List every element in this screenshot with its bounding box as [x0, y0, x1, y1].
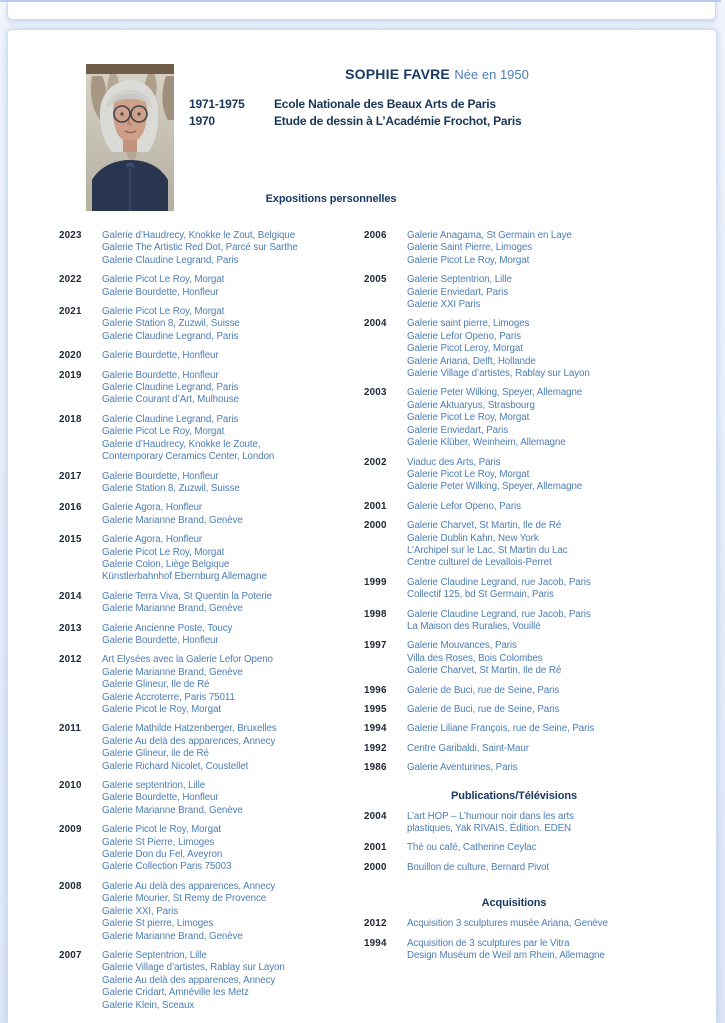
entry-line: Galerie Au delà des apparences, Annecy	[102, 880, 276, 892]
entry-line: Galerie Claudine Legrand, rue Jacob, Paris	[407, 576, 591, 588]
entry-line: Galerie Picot Le Roy, Morgat	[407, 412, 530, 424]
entry-line: Galerie d’Haudrecy, Knokke le Zout, Belgique	[102, 230, 296, 241]
portrait-photo	[86, 64, 174, 211]
entry-line: Galerie Cridart, Amnéville les Metz	[102, 987, 249, 999]
exhibitions-left-column	[59, 230, 359, 1019]
entry-line: Design Muséum de Weil am Rhein, Allemagne	[407, 950, 605, 962]
entry-line: Galerie St Pierre, Limoges	[102, 836, 215, 848]
entry-line: Galerie Dublin Kahn, New York	[407, 532, 539, 544]
entry-line: Galerie Agora, Honfleur	[102, 502, 203, 514]
entry-line: Villa des Roses, Bois Colombes	[407, 652, 543, 664]
year-label: 2005	[364, 274, 387, 286]
entry-line: L’art HOP – L’humour noir dans les arts	[407, 810, 574, 822]
entry-line: Galerie Charvet, St Martin, Ile de Ré	[407, 520, 562, 532]
entry-line: Acquisition de 3 sculptures par le Vitra	[407, 937, 570, 949]
entry-line: Galerie Au delà des apparences, Annecy	[102, 735, 276, 747]
entry-line: Galerie Ancienne Poste, Toucy	[102, 622, 233, 634]
year-label: 2010	[59, 780, 82, 792]
entry-line: Galerie septentrion, Lille	[102, 780, 206, 792]
entry-lines	[407, 230, 712, 267]
year-group	[364, 685, 712, 697]
entry-line: Centre Garibaldi, Saint-Maur	[407, 742, 529, 754]
year-group	[59, 534, 359, 584]
entry-lines	[102, 950, 359, 1012]
entry-line: Galerie Peter Wilking, Speyer, Allemagne	[407, 481, 583, 493]
entry-line: Galerie Mourier, St Remy de Provence	[102, 893, 267, 905]
entry-lines	[407, 704, 712, 716]
year-label: 2014	[59, 590, 82, 602]
entry-lines	[407, 743, 712, 755]
education-years: 1971-1975	[189, 97, 245, 111]
year-label: 2017	[59, 470, 82, 482]
entry-lines	[102, 824, 359, 874]
entry-line: Galerie Aventurines, Paris	[407, 762, 518, 774]
year-group	[364, 274, 712, 311]
entry-lines	[407, 274, 712, 311]
entry-line: Galerie Mouvances, Paris	[407, 640, 517, 652]
entry-line: Galerie Glineur, Ile de Ré	[102, 679, 210, 691]
entry-line: Galerie Anagama, St Germain en Laye	[407, 230, 572, 241]
entry-line: Galerie XXI Paris	[407, 299, 481, 311]
year-group	[364, 842, 712, 854]
entry-line: Galerie Claudine Legrand, Paris	[102, 382, 239, 394]
entry-line: Galerie Marianne Brand, Genève	[102, 666, 243, 678]
year-group	[59, 350, 359, 362]
year-group	[364, 387, 712, 449]
entry-line: Galerie Accroterre, Paris 75011	[102, 691, 235, 703]
entry-lines	[407, 723, 712, 735]
year-label: 2020	[59, 350, 82, 362]
entry-lines	[407, 577, 712, 602]
year-label: 1994	[364, 937, 387, 949]
entry-lines	[102, 274, 359, 299]
section-title-publications: Publications/Télévisions	[451, 789, 577, 802]
year-group	[364, 640, 712, 677]
entry-line: Galerie Station 8, Zuzwil, Suisse	[102, 318, 240, 330]
year-label: 2006	[364, 230, 387, 241]
entry-line: Art Elysées avec la Galerie Lefor Openo	[102, 654, 273, 666]
entry-line: La Maison des Ruralies, Vouillé	[407, 620, 541, 632]
entry-line: Galerie Don du Fel, Aveyron	[102, 849, 223, 861]
entry-line: Galerie Enviedart, Paris	[407, 424, 509, 436]
year-label: 1999	[364, 576, 387, 588]
year-group	[364, 704, 712, 716]
entry-lines	[102, 230, 359, 267]
entry-line: Galerie Claudine Legrand, Paris	[102, 413, 239, 425]
entry-line: Galerie Picot Le Roy, Morgat	[407, 468, 530, 480]
entry-lines	[102, 350, 359, 362]
entry-line: Galerie Bourdette, Honfleur	[102, 792, 219, 804]
year-label: 1997	[364, 640, 387, 652]
entry-line: Galerie Bourdette, Honfleur	[102, 286, 219, 298]
year-label: 2019	[59, 369, 82, 381]
entry-lines	[102, 471, 359, 496]
entry-lines	[407, 862, 712, 874]
year-group	[59, 723, 359, 773]
entry-lines	[407, 520, 712, 570]
entry-line: Galerie The Artistic Red Dot, Parcé sur Sarthe	[102, 242, 298, 254]
entry-lines	[407, 762, 712, 774]
publications-groups	[364, 811, 712, 875]
year-group	[364, 762, 712, 774]
entry-lines	[102, 881, 359, 943]
year-label: 2012	[59, 654, 82, 666]
entry-lines	[407, 609, 712, 634]
entry-line: Galerie Enviedart, Paris	[407, 286, 509, 298]
entry-lines	[407, 842, 712, 854]
entry-line: Galerie Picot Le Roy, Morgat	[407, 254, 530, 266]
entry-line: Galerie d’Haudrecy, Knokke le Zoute,	[102, 438, 261, 450]
year-group	[364, 577, 712, 602]
entry-line: Galerie Village d’artistes, Rablay sur Layon	[407, 368, 590, 380]
birth-year: Née en 1950	[454, 67, 529, 82]
year-label: 1995	[364, 704, 387, 715]
year-group	[59, 780, 359, 817]
entry-line: plastiques, Yak RIVAIS, Édition. EDEN	[407, 823, 572, 835]
year-group	[364, 862, 712, 874]
entry-line: Galerie Au delà des apparences, Annecy	[102, 974, 276, 986]
entry-line: Galerie Claudine Legrand, rue Jacob, Paris	[407, 608, 591, 620]
entry-line: Galerie Claudine Legrand, Paris	[102, 330, 239, 342]
entry-line: Galerie Marianne Brand, Genève	[102, 514, 243, 526]
year-label: 1992	[364, 742, 387, 754]
entry-line: Galerie Picot Le Roy, Morgat	[102, 274, 225, 286]
education-row	[189, 96, 521, 113]
entry-lines	[102, 306, 359, 343]
entry-line: Galerie Septentrion, Lille	[102, 949, 207, 961]
entry-lines	[102, 723, 359, 773]
year-group	[59, 471, 359, 496]
year-group	[59, 230, 359, 267]
entry-line: Galerie Bourdette, Honfleur	[102, 350, 219, 362]
entry-line: Galerie Peter Wilking, Speyer, Allemagne	[407, 387, 583, 399]
entry-line: Galerie Klüber, Weinheim, Allemagne	[407, 437, 566, 449]
exhibitions-right-column	[364, 230, 712, 969]
entry-line: Galerie Mathilde Hatzenberger, Bruxelles	[102, 723, 277, 735]
year-label: 2001	[364, 500, 387, 512]
entry-line: Galerie Picot Le Roy, Morgat	[102, 426, 225, 438]
artist-name: SOPHIE FAVRE	[345, 66, 450, 82]
entry-lines	[407, 685, 712, 697]
entry-line: Galerie Aktuaryus, Strasbourg	[407, 399, 535, 411]
entry-line: Galerie Glineur, ile de Ré	[102, 748, 209, 760]
education-label: Ecole Nationale des Beaux Arts de Paris	[274, 97, 496, 111]
year-group	[364, 318, 712, 380]
entry-line: Galerie Septentrion, Lille	[407, 274, 512, 286]
entry-line: Galerie Bourdette, Honfleur	[102, 369, 219, 381]
entry-line: Galerie Picot Le Roy, Morgat	[102, 306, 225, 318]
entry-line: Galerie de Buci, rue de Seine, Paris	[407, 704, 560, 715]
entry-line: Künstlerbahnhof Ebernburg Allemagne	[102, 571, 267, 583]
year-group	[59, 274, 359, 299]
entry-line: Galerie St pierre, Limoges	[102, 918, 214, 930]
year-group	[364, 811, 712, 836]
year-label: 1994	[364, 723, 387, 735]
entry-line: Galerie Ariana, Delft, Hollande	[407, 355, 536, 367]
year-label: 1996	[364, 684, 387, 696]
year-label: 2003	[364, 387, 387, 399]
entry-line: Contemporary Ceramics Center, London	[102, 451, 275, 463]
education-label: Etude de dessin à L’Académie Frochot, Paris	[274, 114, 522, 128]
entry-line: Galerie Collection Paris 75003	[102, 861, 232, 873]
entry-line: Galerie XXI, Paris	[102, 905, 179, 917]
section-title-acquisitions: Acquisitions	[481, 897, 547, 910]
year-group	[364, 520, 712, 570]
year-group	[364, 743, 712, 755]
year-label: 2004	[364, 318, 387, 330]
entry-lines	[407, 918, 712, 930]
year-label: 2016	[59, 502, 82, 514]
education-row	[189, 113, 521, 130]
entry-lines	[102, 370, 359, 407]
entry-lines	[407, 640, 712, 677]
year-group	[364, 918, 712, 930]
year-group	[364, 501, 712, 513]
entry-lines	[407, 811, 712, 836]
entry-line: Galerie Village d’artistes, Rablay sur Layon	[102, 962, 285, 974]
year-group	[59, 881, 359, 943]
entry-lines	[102, 534, 359, 584]
year-label: 2013	[59, 622, 82, 634]
year-label: 2008	[59, 880, 82, 892]
entry-line: Galerie Bourdette, Honfleur	[102, 634, 219, 646]
entry-line: Galerie Bourdette, Honfleur	[102, 470, 219, 482]
entry-line: Collectif 125, bd St Germain, Paris	[407, 589, 554, 601]
entry-lines	[102, 654, 359, 716]
entry-line: Galerie Picot Leroy, Morgat	[407, 343, 523, 355]
entry-lines	[102, 591, 359, 616]
year-label: 2011	[59, 723, 82, 735]
year-label: 2000	[364, 861, 387, 873]
exhibitions-right-groups	[364, 230, 712, 775]
entry-line: Galerie Marianne Brand, Genève	[102, 603, 243, 615]
document-page	[7, 29, 717, 1023]
entry-line: Galerie Station 8, Zuzwil, Suisse	[102, 482, 240, 494]
year-group	[364, 609, 712, 634]
year-group	[59, 591, 359, 616]
previous-page-edge	[7, 2, 716, 20]
entry-lines	[407, 318, 712, 380]
entry-line: Galerie Liliane François, rue de Seine, Paris	[407, 723, 595, 735]
year-label: 2009	[59, 824, 82, 836]
entry-line: Galerie Lefor Openo, Paris	[407, 330, 521, 342]
entry-line: Viaduc des Arts, Paris	[407, 456, 501, 468]
entry-line: Galerie Marianne Brand, Genève	[102, 930, 243, 942]
year-label: 2018	[59, 413, 82, 425]
year-label: 2012	[364, 918, 387, 930]
year-group	[59, 502, 359, 527]
year-label: 2000	[364, 520, 387, 532]
entry-line: Galerie Courant d’Art, Mulhouse	[102, 394, 239, 406]
entry-lines	[102, 780, 359, 817]
year-label: 2023	[59, 230, 82, 241]
year-group	[364, 938, 712, 963]
acquisitions-groups	[364, 918, 712, 962]
entry-line: Galerie Klein, Sceaux	[102, 999, 195, 1011]
year-label: 2015	[59, 534, 82, 546]
entry-lines	[407, 457, 712, 494]
year-label: 2002	[364, 456, 387, 468]
entry-line: Galerie Marianne Brand, Genève	[102, 804, 243, 816]
entry-line: Centre culturel de Levallois-Perret	[407, 557, 552, 569]
entry-line: Galerie Terra Viva, St Quentin la Poterie	[102, 590, 272, 602]
entry-line: Galerie Saint Pierre, Limoges	[407, 242, 533, 254]
year-label: 2001	[364, 842, 387, 854]
year-label: 1998	[364, 608, 387, 620]
entry-lines	[102, 623, 359, 648]
entry-line: Galerie Richard Nicolet, Coustellet	[102, 760, 249, 772]
entry-line: Galerie Picot le Roy, Morgat	[102, 824, 221, 836]
entry-line: Galerie Colon, Liège Belgique	[102, 558, 230, 570]
entry-line: Acquisition 3 sculptures musée Ariana, Genève	[407, 918, 608, 930]
education-list	[189, 96, 521, 130]
year-label: 2007	[59, 949, 82, 961]
year-group	[59, 306, 359, 343]
year-group	[59, 370, 359, 407]
year-label: 1986	[364, 762, 387, 774]
education-years: 1970	[189, 114, 215, 128]
entry-line: Thé ou café, Catherine Ceylac	[407, 842, 537, 854]
year-group	[59, 950, 359, 1012]
entry-line: Galerie Lefor Openo, Paris	[407, 500, 521, 512]
entry-lines	[407, 938, 712, 963]
entry-line: Galerie Picot Le Roy, Morgat	[102, 546, 225, 558]
year-group	[59, 414, 359, 464]
entry-lines	[102, 414, 359, 464]
entry-line: Galerie Charvet, St Martin, Ile de Ré	[407, 665, 562, 677]
entry-line: Galerie Claudine Legrand, Paris	[102, 254, 239, 266]
entry-line: L’Archipel sur le Lac, St Martin du Lac	[407, 544, 568, 556]
entry-lines	[102, 502, 359, 527]
entry-line: Galerie saint pierre, Limoges	[407, 318, 530, 330]
entry-line: Bouillon de culture, Bernard Pivot	[407, 861, 550, 873]
year-group	[364, 230, 712, 267]
year-label: 2004	[364, 810, 387, 822]
entry-lines	[407, 387, 712, 449]
page-title	[208, 66, 666, 84]
year-group	[59, 623, 359, 648]
entry-lines	[407, 501, 712, 513]
year-group	[59, 824, 359, 874]
year-group	[59, 654, 359, 716]
section-title-expositions: Expositions personnelles	[265, 193, 397, 205]
entry-line: Galerie Agora, Honfleur	[102, 534, 203, 546]
year-group	[364, 457, 712, 494]
entry-line: Galerie de Buci, rue de Seine, Paris	[407, 684, 560, 696]
entry-line: Galerie Picot le Roy, Morgat	[102, 704, 221, 715]
year-group	[364, 723, 712, 735]
year-label: 2022	[59, 274, 82, 286]
year-label: 2021	[59, 306, 82, 318]
